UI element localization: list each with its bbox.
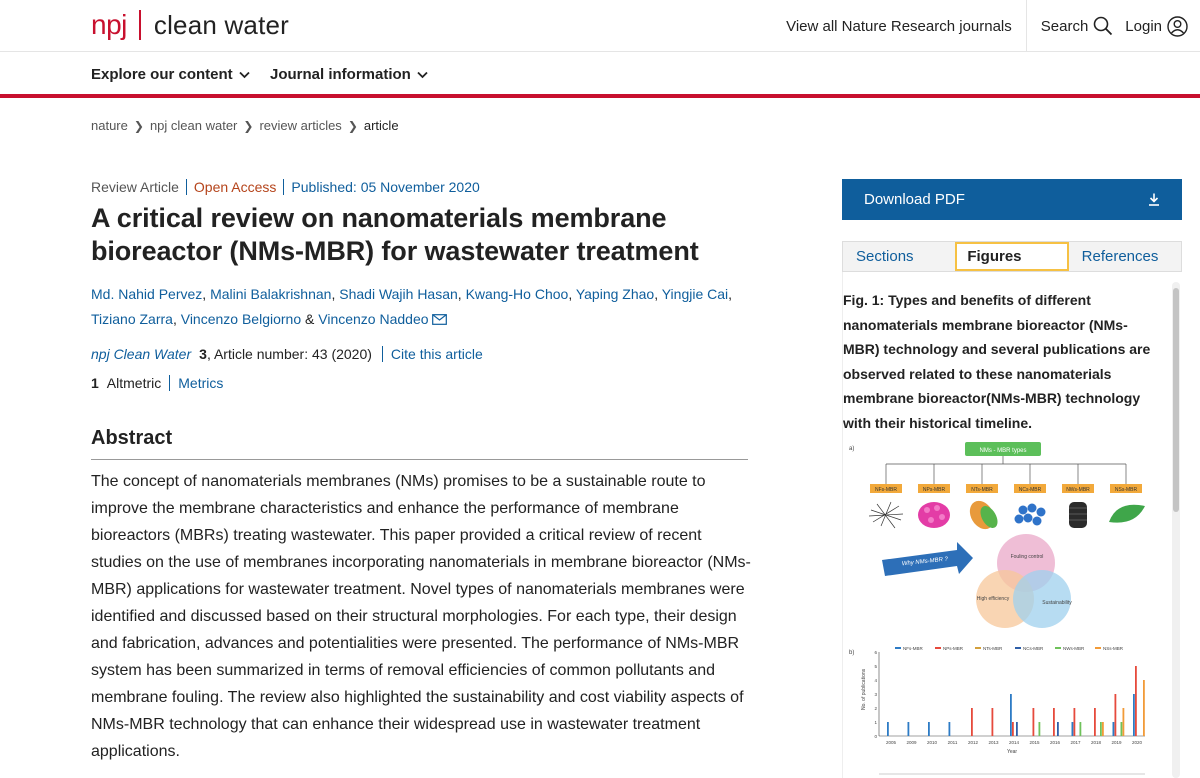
svg-text:4: 4 (874, 678, 877, 683)
author-link[interactable]: Md. Nahid Pervez (91, 286, 203, 302)
author-link[interactable]: Vincenzo Naddeo (318, 311, 429, 327)
chart-bar (992, 708, 994, 736)
chart-xtick: 2014 (1008, 740, 1020, 745)
scrollbar-thumb[interactable] (1173, 288, 1179, 512)
breadcrumb (91, 118, 399, 133)
chart-bar (887, 722, 889, 736)
svg-text:3: 3 (874, 692, 877, 697)
type-label: NFs-MBR (875, 487, 897, 493)
svg-text:b): b) (849, 650, 855, 656)
chart-xtick: 2010 (926, 740, 938, 745)
chart-xtick: 2012 (967, 740, 979, 745)
chart-bar (928, 722, 930, 736)
chart-bar (1123, 708, 1125, 736)
article-type: Review Article (91, 179, 179, 195)
logo-divider (139, 10, 141, 40)
chart-bar (971, 708, 973, 736)
chart-bar (1143, 680, 1145, 736)
type-label: NWs-MBR (1066, 487, 1090, 493)
chart-xtick: 2017 (1070, 740, 1081, 745)
svg-text:0: 0 (874, 734, 877, 739)
tab-references[interactable]: References (1081, 248, 1159, 265)
tab-sections[interactable]: Sections (856, 248, 914, 265)
chart-bar (949, 722, 951, 736)
venn-label: High efficiency (976, 596, 1010, 602)
svg-text:1: 1 (874, 720, 877, 725)
chart-bar (1010, 694, 1012, 736)
chart-xlabel: Year (1006, 749, 1018, 755)
svg-text:a): a) (849, 446, 855, 452)
author-link[interactable]: Malini Balakrishnan (210, 286, 332, 302)
author-link[interactable]: Vincenzo Belgiorno (180, 311, 302, 327)
chart-bar (1053, 708, 1055, 736)
breadcrumb-review-articles[interactable]: review articles (259, 118, 342, 133)
svg-text:2: 2 (874, 706, 877, 711)
volume-number: 3 (199, 346, 207, 362)
chart-ylabel: No. of publications (861, 668, 867, 710)
svg-text:NSs-MBR: NSs-MBR (1103, 646, 1123, 651)
search-label: Search (1040, 17, 1089, 35)
header-actions (786, 0, 1200, 52)
chart-bar (1113, 722, 1115, 736)
chart-bar (1016, 722, 1018, 736)
login-button[interactable] (1125, 16, 1188, 37)
explore-content-menu[interactable] (91, 66, 250, 83)
author-link[interactable]: Shadi Wajih Hasan (339, 286, 458, 302)
svg-text:NFs-MBR: NFs-MBR (903, 646, 923, 651)
chart-bar (1100, 722, 1102, 736)
chart-bars (887, 666, 1145, 736)
altmetric-label: Altmetric (106, 375, 162, 391)
article-meta (91, 179, 487, 195)
breadcrumb-npj-clean-water[interactable]: npj clean water (149, 118, 238, 133)
chart-xtick: 2019 (1111, 740, 1122, 745)
chart-bar (1133, 694, 1135, 736)
author-link[interactable]: Tiziano Zarra (91, 311, 173, 327)
chart-bar (1121, 722, 1123, 736)
chart-bar (1135, 666, 1137, 736)
chart-xtick: 2011 (947, 740, 958, 745)
figure-thumbnail[interactable] (847, 440, 1147, 778)
altmetric-line (91, 375, 223, 391)
top-header (0, 0, 1200, 52)
download-pdf-label: Download PDF (864, 191, 965, 208)
svg-text:NWs-MBR: NWs-MBR (1063, 646, 1085, 651)
chart-bar (1102, 722, 1104, 736)
chart-bar (1072, 722, 1074, 736)
author-link[interactable]: Yingjie Cai (661, 286, 729, 302)
user-icon (1167, 16, 1188, 37)
mail-icon[interactable] (432, 314, 447, 325)
chart-bar (1115, 694, 1117, 736)
abstract-text: The concept of nanomaterials membranes (NMs) promises to be a sustainable route to improve the membrane characteristics and enhance the performance of membrane bioreactors (MBRs) treating wastewater. This paper provided a critical review of recent studies on the use of membranes incorporating nanomaterials in membrane bioreactor (NMs-MBR) applications for wastewater treatment. Novel types of nanomaterials membranes were identified and discussed based on their structural morphologies. For each type, their design and fabrication, advances and potentialities were presented. The performance of NMs-MBR system has been summarized in terms of removal efficiencies of common pollutants and membrane fouling. The review also highlighted the sustainability and cost viability aspects of NMs-MBR technology that can enhance their widespread use in wastewater treatment applications. (91, 473, 751, 760)
journal-name[interactable]: npj Clean Water (91, 346, 192, 362)
article-number: , Article number: 43 (2020) (206, 346, 372, 362)
download-icon (1148, 193, 1160, 206)
type-label: NTs-MBR (971, 487, 993, 493)
arrow-label: Why NMs-MBR ? (901, 556, 949, 568)
type-label: NPs-MBR (922, 487, 946, 493)
chart-xtick: 2009 (906, 740, 917, 745)
chart-xtick: 2015 (1029, 740, 1040, 745)
logo-title: clean water (153, 9, 290, 40)
tab-figures[interactable]: Figures (955, 242, 1068, 271)
view-all-journals-link[interactable]: View all Nature Research journals (786, 0, 1027, 52)
svg-text:NTs-MBR: NTs-MBR (983, 646, 1003, 651)
chart-xtick: 2016 (1049, 740, 1061, 745)
breadcrumb-nature[interactable]: nature (91, 118, 128, 133)
chart-bar (908, 722, 910, 736)
chart-xtick: 2020 (1131, 740, 1143, 745)
chart-xtick: 2018 (1090, 740, 1102, 745)
chart-xtick: 2013 (988, 740, 999, 745)
author-link[interactable]: Yaping Zhao (575, 286, 655, 302)
altmetric-score: 1 (91, 375, 99, 391)
search-icon (1093, 16, 1113, 36)
chevron-down-icon (239, 71, 250, 79)
venn-label: Fouling control (1010, 554, 1044, 560)
chart-bar (1080, 722, 1082, 736)
chart-bar (1057, 722, 1059, 736)
logo-npj: npj (91, 9, 127, 40)
citation-line (91, 346, 483, 362)
chart-xticks (886, 740, 1143, 745)
login-label: Login (1125, 17, 1162, 35)
type-label: NSs-MBR (1114, 487, 1138, 493)
type-label: NCs-MBR (1018, 487, 1042, 493)
svg-text:NPs-MBR: NPs-MBR (943, 646, 963, 651)
chart-xtick: 2005 (885, 740, 897, 745)
chart-bar (1074, 708, 1076, 736)
breadcrumb-current: article (363, 118, 399, 133)
tree-root-label: NMs - MBR types (979, 448, 1027, 454)
download-pdf-button[interactable] (842, 179, 1182, 220)
open-access-badge: Open Access (186, 179, 284, 195)
svg-text:6: 6 (874, 650, 877, 655)
sub-navigation (0, 52, 1200, 98)
chart-bar (1033, 708, 1035, 736)
chart-bar (1012, 722, 1014, 736)
journal-information-menu[interactable] (270, 66, 428, 83)
explore-label: Explore our content (91, 66, 233, 83)
figure-caption[interactable]: Fig. 1: Types and benefits of different nanomaterials membrane bioreactor (NMs-MBR) technology and several publications are observed related to these nanomaterials membrane bioreactor(NMs-MBR) technology with their historical timeline. (843, 292, 1151, 431)
journal-logo[interactable] (91, 8, 289, 42)
chevron-right-icon: ❯ (243, 118, 254, 133)
cite-this-article-link[interactable]: Cite this article (382, 346, 483, 362)
journal-info-label: Journal information (270, 66, 411, 83)
metrics-link[interactable]: Metrics (169, 375, 223, 391)
svg-text:5: 5 (874, 664, 877, 669)
abstract-heading: Abstract (91, 427, 748, 460)
search-button[interactable] (1041, 16, 1114, 36)
article-title: A critical review on nanomaterials membrane bioreactor (NMs-MBR) for wastewater treatment (91, 203, 699, 266)
chevron-right-icon: ❯ (347, 118, 358, 133)
figure-panel (842, 272, 1182, 778)
venn-label: Sustainability (1042, 600, 1072, 606)
published-date: Published: 05 November 2020 (283, 179, 486, 195)
svg-text:NCs-MBR: NCs-MBR (1023, 646, 1044, 651)
sidebar-tabs (842, 241, 1182, 272)
chevron-down-icon (417, 71, 428, 79)
chevron-right-icon: ❯ (133, 118, 144, 133)
chart-bar (1039, 722, 1041, 736)
author-link[interactable]: Kwang-Ho Choo (465, 286, 569, 302)
chart-bar (1094, 708, 1096, 736)
author-list: Md. Nahid Pervez, Malini Balakrishnan, Shadi Wajih Hasan, Kwang-Ho Choo, Yaping Zhao, Yingjie Cai, Tiziano Zarra, Vincenzo Belgiorno & Vincenzo Naddeo (91, 286, 733, 327)
